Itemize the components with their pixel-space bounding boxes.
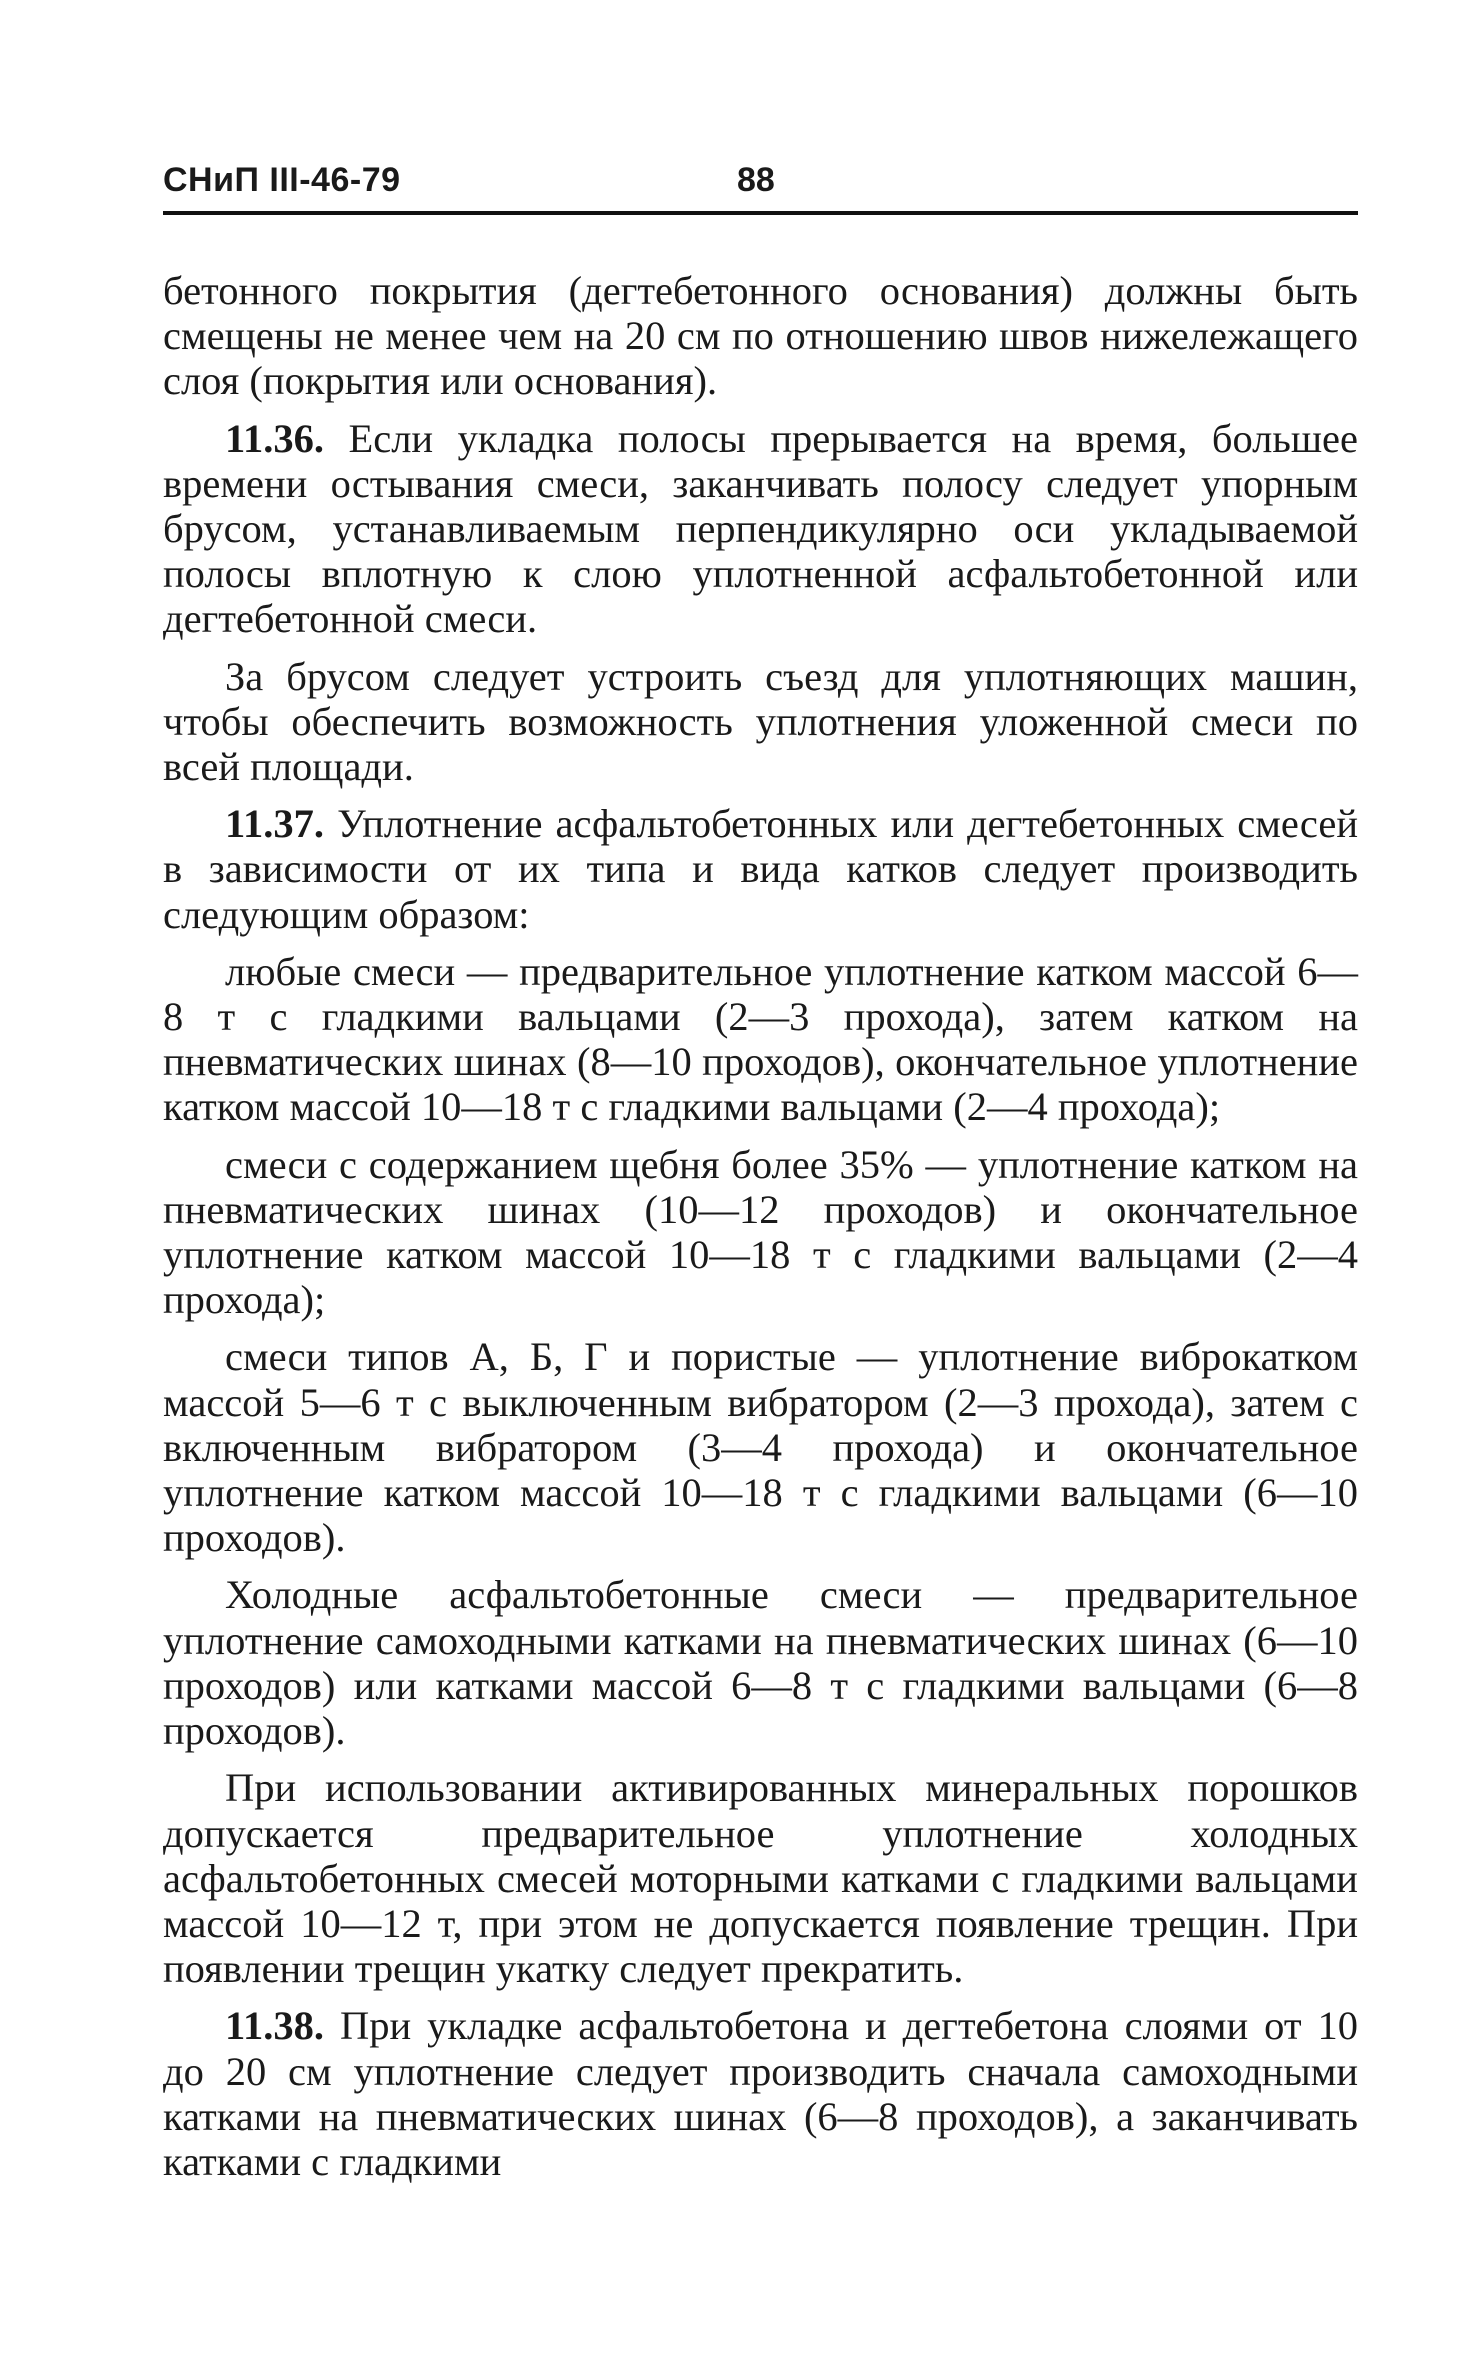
clause-11-38: [163, 2003, 1358, 2184]
clause-number: 11.38.: [225, 2003, 325, 2049]
paragraph-continuation: [163, 268, 1358, 404]
paragraph-text: Если укладка полосы прерывается на время, большее времени остывания смеси, заканчивать полосу следует упорным брусом, устанавливаемым перпендикулярно оси укладываемой полосы вплотную к слою уплотненной асфальтобетонной или дегтебетонной смеси.: [163, 415, 1358, 642]
document-code: СНиП III-46-79: [163, 161, 401, 199]
page-header: [163, 155, 1358, 215]
list-item-any-mixes: [163, 949, 1358, 1130]
paragraph-ramp: [163, 654, 1358, 790]
paragraph-text: смеси типов А, Б, Г и пористые — уплотнение виброкатком массой 5—6 т с выключенным вибратором (2—3 прохода), затем с включенным вибратором (3—4 прохода) и окончательное уплотнение катком массой 10—18 т с гладкими вальцами (6—10 проходов).: [163, 1334, 1358, 1561]
paragraph-activated-powders: [163, 1765, 1358, 1991]
paragraph-text: любые смеси — предварительное уплотнение катком массой 6—8 т с гладкими вальцами (2—3 прохода), затем катком на пневматических шинах (8—10 проходов), окончательное уплотнение катком массой 10—18 т с гладкими вальцами (2—4 прохода);: [163, 948, 1358, 1130]
paragraph-text: Холодные асфальтобетонные смеси — предварительное уплотнение самоходными катками на пневматических шинах (6—10 проходов) или катками массой 6—8 т с гладкими вальцами (6—8 проходов).: [163, 1572, 1358, 1754]
page-number: 88: [737, 161, 775, 199]
list-item-mix-types: [163, 1334, 1358, 1560]
body-text: [163, 268, 1358, 2196]
paragraph-text: При использовании активированных минеральных порошков допускается предварительное уплотнение холодных асфальтобетонных смесей моторными катками с гладкими вальцами массой 10—12 т, при этом не допускается появление трещин. При появлении трещин укатку следует прекратить.: [163, 1765, 1358, 1992]
paragraph-text: При укладке асфальтобетона и дегтебетона слоями от 10 до 20 см уплотнение следует производить сначала самоходными катками на пневматических шинах (6—8 проходов), а заканчивать катками с гладкими: [163, 2003, 1358, 2184]
clause-11-36: [163, 416, 1358, 642]
clause-number: 11.37.: [225, 801, 325, 847]
clause-11-37: [163, 801, 1358, 937]
paragraph-text: За брусом следует устроить съезд для уплотняющих машин, чтобы обеспечить возможность уплотнения уложенной смеси по всей площади.: [163, 653, 1358, 790]
paragraph-text: Уплотнение асфальтобетонных или дегтебетонных смесей в зависимости от их типа и вида катков следует производить следующим образом:: [163, 801, 1358, 937]
paragraph-cold-mixes: [163, 1572, 1358, 1753]
list-item-crushed-stone: [163, 1142, 1358, 1323]
paragraph-text: бетонного покрытия (дегтебетонного основания) должны быть смещены не менее чем на 20 см по отношению швов нижележащего слоя (покрытия или основания).: [163, 268, 1358, 404]
clause-number: 11.36.: [225, 415, 325, 461]
paragraph-text: смеси с содержанием щебня более 35% — уплотнение катком на пневматических шинах (10—12 проходов) и окончательное уплотнение катком массой 10—18 т с гладкими вальцами (2—4 прохода);: [163, 1141, 1358, 1323]
